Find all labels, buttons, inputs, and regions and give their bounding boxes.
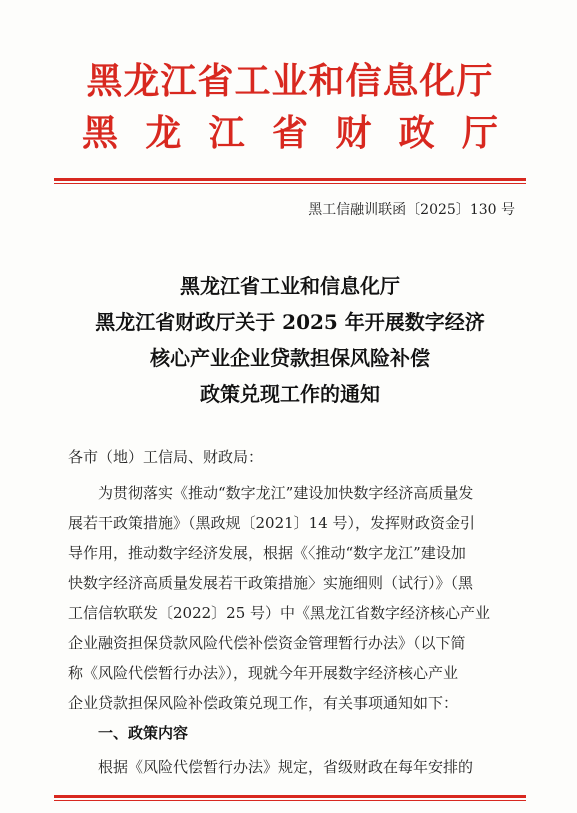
body-line: 展若干政策措施》（黑政规〔2021〕14 号），发挥财政资金引 [68,514,476,532]
issuer-header-char: 龙 [145,113,182,154]
issuer-header-char: 江 [208,113,245,154]
body-line: 企业融资担保贷款风险代偿补偿资金管理暂行办法》（以下简 [68,634,466,652]
issuer-header-line-2 [60,112,520,156]
footer-red-rule-thin [54,800,526,801]
title-line: 黑龙江省工业和信息化厅 [180,274,400,298]
section-body-line: 根据《风险代偿暂行办法》规定，省级财政在每年安排的 [98,758,474,776]
header-red-rule-thin [54,183,526,184]
body-line: 快数字经济高质量发展若干政策措施〉实施细则（试行）》（黑 [68,574,474,592]
body-line: 企业贷款担保风险补偿政策兑现工作，有关事项通知如下： [68,694,459,712]
body-line: 为贯彻落实《推动“数字龙江”建设加快数字经济高质量发 [98,484,474,502]
issuer-header-line-1: 黑龙江省工业和信息化厅 [86,61,494,102]
issuer-header-char: 黑 [82,113,119,154]
issuer-header-char: 省 [271,113,308,154]
body-line: 工信信软联发〔2022〕25 号）中《黑龙江省数字经济核心产业 [68,604,491,622]
issuer-header-char: 厅 [461,113,498,154]
addressee: 各市（地）工信局、财政局： [68,448,264,466]
issuer-header-char: 财 [335,113,372,154]
section-heading-policy-content: 一、政策内容 [98,724,189,742]
body-line: 称《风险代偿暂行办法》），现就今年开展数字经济核心产业 [68,664,459,682]
document-number: 黑工信融训联函〔2025〕130 号 [308,202,515,218]
issuer-header-char: 政 [398,113,435,154]
footer-red-rule-thick [54,795,526,798]
body-paragraph [68,478,513,718]
body-line: 导作用，推动数字经济发展，根据《〈推动“数字龙江”建设加 [68,544,466,562]
title-line: 黑龙江省财政厅关于 2025 年开展数字经济 [95,310,485,334]
header-red-rule-thick [54,178,526,181]
document-title [60,268,520,412]
title-line: 政策兑现工作的通知 [200,382,380,406]
title-line: 核心产业企业贷款担保风险补偿 [150,346,430,370]
